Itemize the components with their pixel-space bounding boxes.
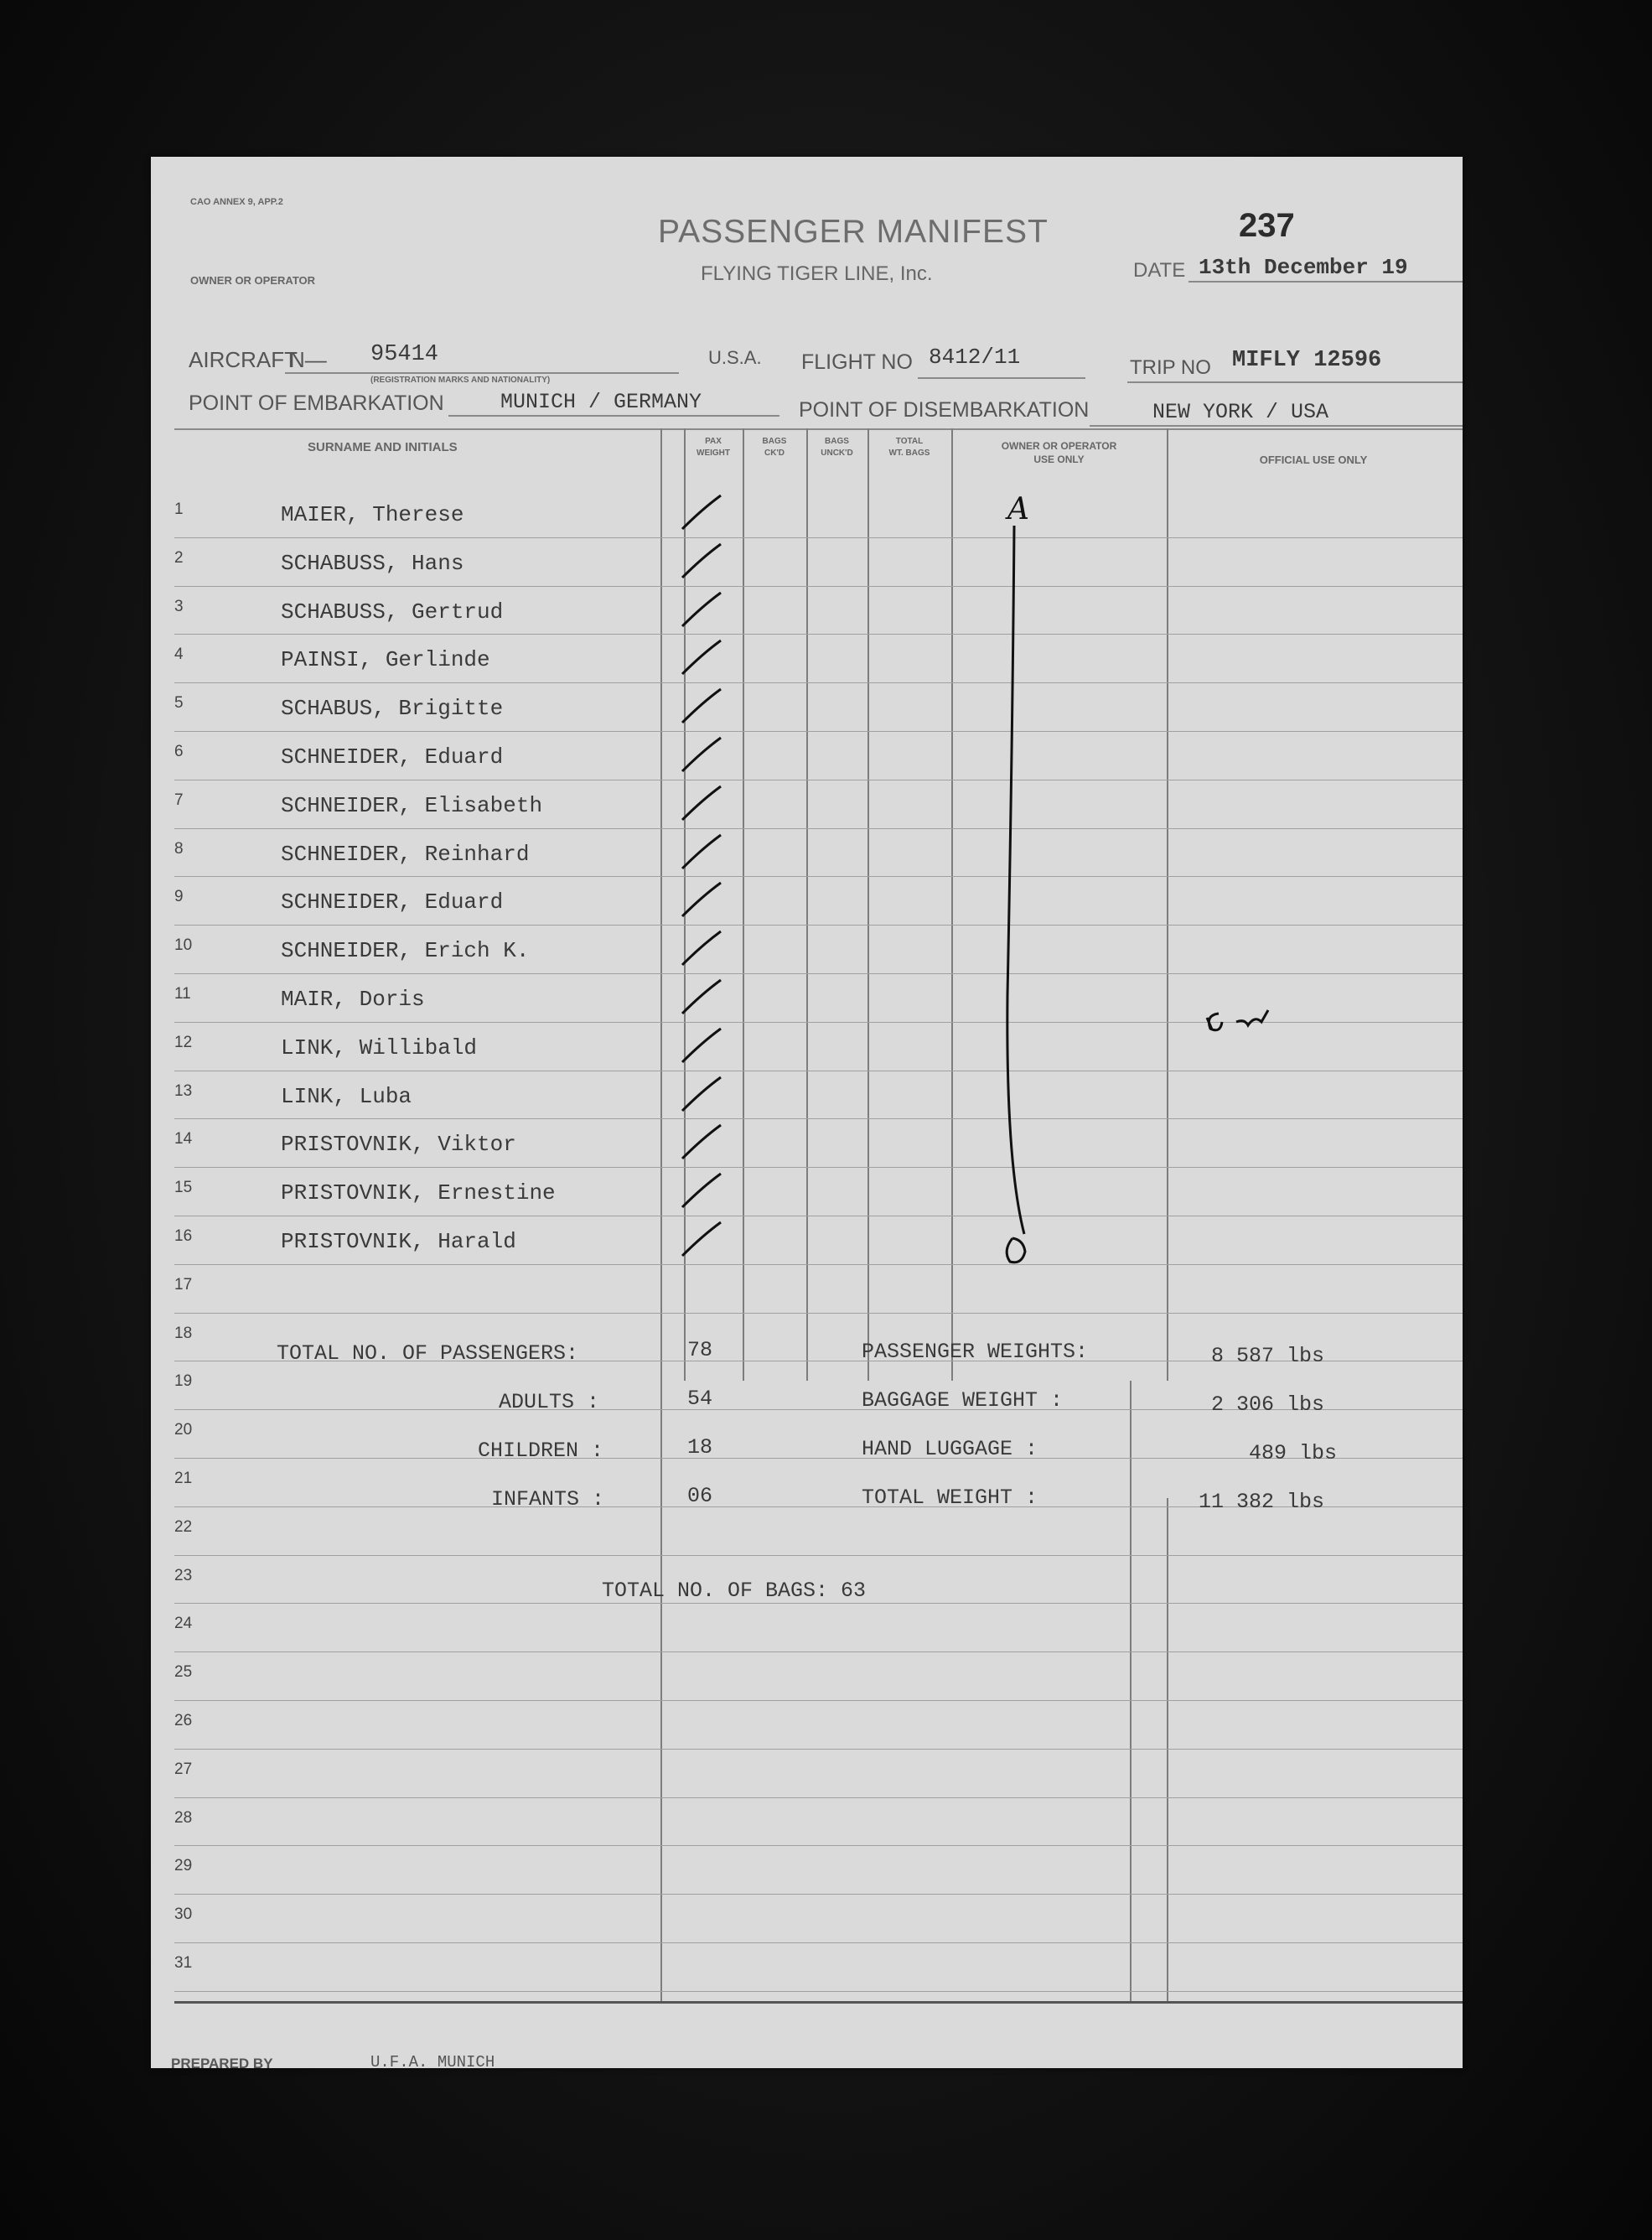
row-number: 24 <box>174 1615 193 1632</box>
col-bagsckd-1: BAGS <box>762 437 787 446</box>
date-label: DATE <box>1133 259 1186 282</box>
row-number: 3 <box>174 598 184 615</box>
aircraft-label: AIRCRAFT <box>189 347 298 372</box>
page-title: PASSENGER MANIFEST <box>658 214 1049 250</box>
disembark-label: POINT OF DISEMBARKATION <box>799 398 1090 422</box>
bottom-border <box>174 2001 1463 2004</box>
page-number: 237 <box>1239 207 1295 244</box>
manifest-page <box>151 157 1463 2068</box>
passenger-name: SCHNEIDER, Erich K. <box>281 938 530 963</box>
passenger-name: SCHABUSS, Hans <box>281 551 464 576</box>
col-bagsunckd-1: BAGS <box>825 437 849 446</box>
infants-label: INFANTS : <box>491 1487 605 1511</box>
col-total-2: WT. BAGS <box>888 449 930 458</box>
col-owner-1: OWNER OR OPERATOR <box>1001 440 1117 452</box>
row-number: 9 <box>174 888 184 905</box>
row-number: 15 <box>174 1179 193 1196</box>
row-number: 29 <box>174 1857 193 1874</box>
row-number: 2 <box>174 549 184 567</box>
row-number: 30 <box>174 1906 193 1923</box>
embark-label: POINT OF EMBARKATION <box>189 391 444 415</box>
hand-luggage-label: HAND LUGGAGE : <box>862 1437 1038 1461</box>
row-number: 7 <box>174 791 184 809</box>
adults-value: 54 <box>687 1387 713 1411</box>
total-pax-value: 78 <box>687 1338 713 1362</box>
row-number: 11 <box>174 985 191 1003</box>
col-owner-2: USE ONLY <box>1033 454 1085 465</box>
flight-value: 8412/11 <box>929 345 1021 370</box>
embark-value: MUNICH / GERMANY <box>500 390 702 414</box>
baggage-weight-label: BAGGAGE WEIGHT : <box>862 1388 1064 1413</box>
col-official: OFFICIAL USE ONLY <box>1259 454 1368 466</box>
baggage-weight-value: 2 306 lbs <box>1211 1392 1325 1417</box>
adults-label: ADULTS : <box>499 1390 600 1414</box>
row-number: 1 <box>174 500 184 518</box>
total-weight-label: TOTAL WEIGHT : <box>862 1486 1038 1510</box>
col-pax-1: PAX <box>705 437 722 446</box>
trip-label: TRIP NO <box>1130 356 1211 379</box>
col-pax-2: WEIGHT <box>697 449 730 458</box>
row-line <box>174 1651 1463 1652</box>
row-number: 21 <box>174 1470 193 1487</box>
usa-label: U.S.A. <box>708 347 762 368</box>
total-bags: TOTAL NO. OF BAGS: 63 <box>602 1579 867 1603</box>
pax-weights-label: PASSENGER WEIGHTS: <box>862 1340 1089 1364</box>
row-number: 20 <box>174 1421 193 1439</box>
passenger-name: SCHNEIDER, Elisabeth <box>281 793 543 818</box>
row-line <box>174 1845 1463 1846</box>
passenger-name: LINK, Willibald <box>281 1035 478 1060</box>
aircraft-value: 95414 <box>370 342 439 367</box>
date-value: 13th December 19 <box>1199 255 1408 280</box>
passenger-name: PRISTOVNIK, Harald <box>281 1229 516 1254</box>
children-value: 18 <box>687 1435 713 1460</box>
total-pax-label: TOTAL NO. OF PASSENGERS: <box>277 1341 579 1366</box>
registration-note: (REGISTRATION MARKS AND NATIONALITY) <box>370 376 551 385</box>
trip-value: MIFLY 12596 <box>1232 348 1382 373</box>
row-line <box>174 1894 1463 1895</box>
col-surname: SURNAME AND INITIALS <box>308 440 458 454</box>
row-line <box>174 1991 1463 1992</box>
row-number: 4 <box>174 646 184 663</box>
row-line <box>174 1700 1463 1701</box>
row-number: 19 <box>174 1372 193 1390</box>
total-weight-value: 11 382 lbs <box>1199 1490 1325 1514</box>
row-line <box>174 1749 1463 1750</box>
company-name: FLYING TIGER LINE, Inc. <box>701 262 933 285</box>
aircraft-prefix: N— <box>289 347 327 372</box>
row-line <box>174 1942 1463 1943</box>
passenger-name: SCHNEIDER, Eduard <box>281 744 504 770</box>
flight-label: FLIGHT NO <box>801 350 913 374</box>
row-number: 26 <box>174 1712 193 1729</box>
row-number: 28 <box>174 1809 193 1827</box>
row-number: 18 <box>174 1325 193 1342</box>
handwritten-marks <box>151 157 1463 1582</box>
row-number: 6 <box>174 743 184 760</box>
annex-label: CAO ANNEX 9, APP.2 <box>190 197 283 207</box>
row-number: 31 <box>174 1954 193 1972</box>
disembark-value: NEW YORK / USA <box>1152 400 1329 424</box>
pax-weights-value: 8 587 lbs <box>1211 1344 1325 1368</box>
prepared-by-value: U.F.A. MUNICH <box>370 2053 495 2068</box>
row-number: 14 <box>174 1130 193 1148</box>
hand-luggage-value: 489 lbs <box>1249 1441 1338 1465</box>
row-number: 13 <box>174 1082 193 1100</box>
passenger-name: SCHABUSS, Gertrud <box>281 599 504 625</box>
col-total-1: TOTAL <box>895 437 924 446</box>
row-line <box>174 1603 1463 1604</box>
row-line <box>174 1797 1463 1798</box>
row-number: 22 <box>174 1518 193 1536</box>
owner-label: OWNER OR OPERATOR <box>190 274 316 287</box>
row-number: 23 <box>174 1567 193 1584</box>
passenger-name: MAIER, Therese <box>281 502 464 527</box>
col-bagsunckd-2: UNCK'D <box>821 449 853 458</box>
row-number: 17 <box>174 1276 193 1294</box>
row-number: 12 <box>174 1034 193 1051</box>
row-number: 8 <box>174 840 184 858</box>
handwriting-svg <box>151 157 1463 1582</box>
passenger-name: SCHNEIDER, Eduard <box>281 889 504 915</box>
infants-value: 06 <box>687 1484 713 1508</box>
row-number: 5 <box>174 694 184 712</box>
passenger-name: LINK, Luba <box>281 1084 412 1109</box>
passenger-name: MAIR, Doris <box>281 987 425 1012</box>
children-label: CHILDREN : <box>478 1439 604 1463</box>
prepared-by-label: PREPARED BY <box>171 2056 273 2068</box>
row-number: 16 <box>174 1227 193 1245</box>
passenger-name: PRISTOVNIK, Viktor <box>281 1132 516 1157</box>
passenger-name: SCHABUS, Brigitte <box>281 696 504 721</box>
row-number: 27 <box>174 1760 193 1778</box>
owner-mark: A <box>1007 492 1029 526</box>
row-number: 25 <box>174 1663 193 1681</box>
passenger-name: PRISTOVNIK, Ernestine <box>281 1180 556 1206</box>
col-bagsckd-2: CK'D <box>764 449 785 458</box>
passenger-name: PAINSI, Gerlinde <box>281 647 490 672</box>
passenger-name: SCHNEIDER, Reinhard <box>281 842 530 867</box>
row-number: 10 <box>174 936 193 954</box>
